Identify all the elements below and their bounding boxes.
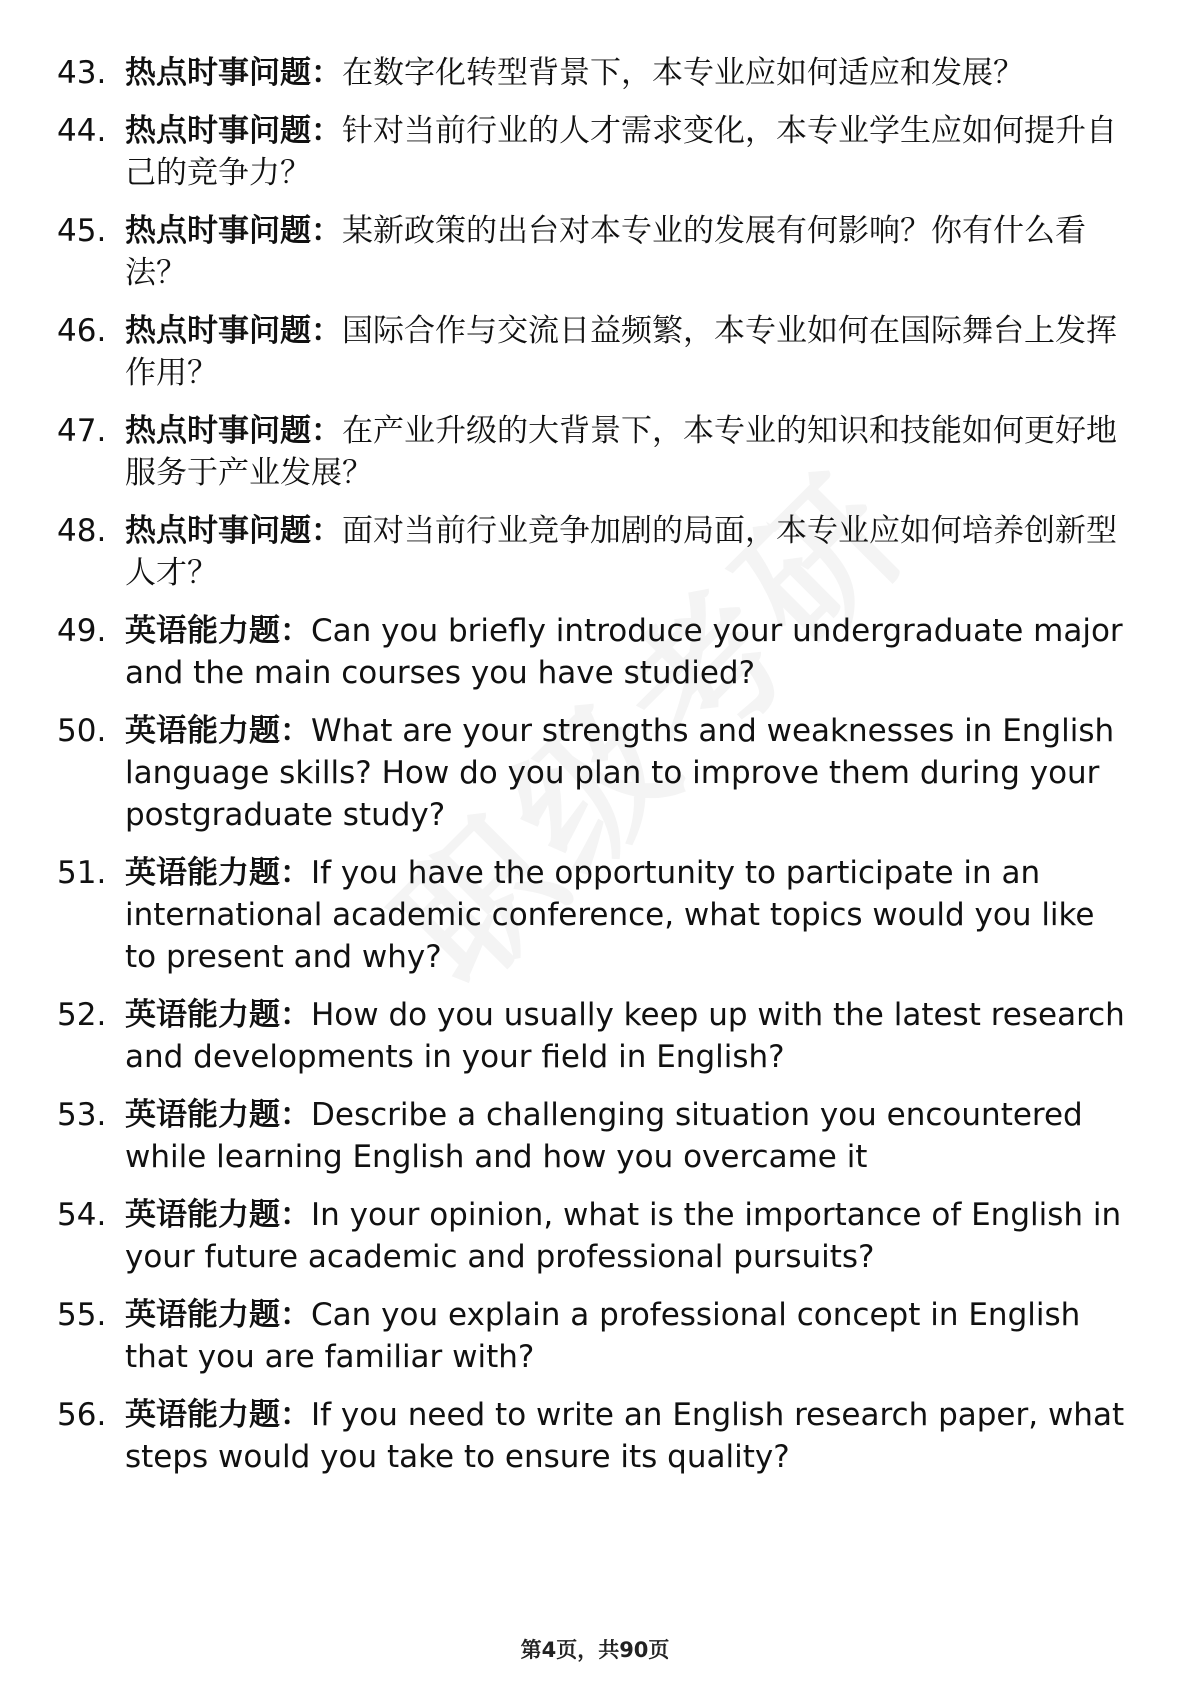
list-item xyxy=(57,1394,1127,1478)
question-category: 热点时事问题： xyxy=(125,213,342,249)
question-category: 英语能力题： xyxy=(125,1397,311,1433)
question-text: If you need to write an English research paper, what steps would you take to ensure its quality? xyxy=(125,1397,1125,1475)
question-number: 52. xyxy=(57,997,107,1033)
question-text: In your opinion, what is the importance of English in your future academic and professional pursuits? xyxy=(125,1197,1122,1275)
question-number: 47. xyxy=(57,413,107,449)
question-number: 53. xyxy=(57,1097,107,1133)
list-item xyxy=(57,852,1127,978)
question-number: 55. xyxy=(57,1297,107,1333)
question-category: 英语能力题： xyxy=(125,713,311,749)
list-item xyxy=(57,610,1127,694)
list-item xyxy=(57,410,1127,494)
question-number: 49. xyxy=(57,613,107,649)
question-category: 热点时事问题： xyxy=(125,55,342,91)
question-text: 在产业升级的大背景下，本专业的知识和技能如何更好地服务于产业发展？ xyxy=(125,413,1117,491)
list-item xyxy=(57,310,1127,394)
question-number: 45. xyxy=(57,213,107,249)
question-text: If you have the opportunity to participate in an international academic conference, what topics would you like to present and why? xyxy=(125,855,1095,975)
list-item xyxy=(57,994,1127,1078)
question-text: Can you explain a professional concept in English that you are familiar with? xyxy=(125,1297,1081,1375)
list-item xyxy=(57,1194,1127,1278)
list-item xyxy=(57,110,1127,194)
question-category: 英语能力题： xyxy=(125,997,311,1033)
question-text: 国际合作与交流日益频繁，本专业如何在国际舞台上发挥作用？ xyxy=(125,313,1117,391)
question-number: 54. xyxy=(57,1197,107,1233)
question-text: What are your strengths and weaknesses in English language skills? How do you plan to improve them during your postgraduate study? xyxy=(125,713,1115,833)
question-number: 43. xyxy=(57,55,107,91)
question-list xyxy=(57,52,1127,1494)
page-footer: 第4页，共90页 xyxy=(520,1638,670,1662)
question-number: 50. xyxy=(57,713,107,749)
question-category: 英语能力题： xyxy=(125,1297,311,1333)
question-category: 英语能力题： xyxy=(125,1097,311,1133)
question-text: 面对当前行业竞争加剧的局面，本专业应如何培养创新型人才？ xyxy=(125,513,1117,591)
question-category: 热点时事问题： xyxy=(125,313,342,349)
question-category: 热点时事问题： xyxy=(125,513,342,549)
question-category: 英语能力题： xyxy=(125,1197,311,1233)
question-text: 针对当前行业的人才需求变化，本专业学生应如何提升自己的竞争力？ xyxy=(125,113,1117,191)
question-text: How do you usually keep up with the latest research and developments in your field in English? xyxy=(125,997,1125,1075)
list-item xyxy=(57,210,1127,294)
list-item xyxy=(57,52,1127,94)
question-text: Can you briefly introduce your undergraduate major and the main courses you have studied? xyxy=(125,613,1123,691)
question-number: 48. xyxy=(57,513,107,549)
list-item xyxy=(57,1294,1127,1378)
question-category: 热点时事问题： xyxy=(125,413,342,449)
question-category: 英语能力题： xyxy=(125,613,311,649)
question-number: 44. xyxy=(57,113,107,149)
question-number: 51. xyxy=(57,855,107,891)
question-text: 在数字化转型背景下，本专业应如何适应和发展？ xyxy=(342,55,1024,91)
question-category: 英语能力题： xyxy=(125,855,311,891)
question-number: 56. xyxy=(57,1397,107,1433)
list-item xyxy=(57,710,1127,836)
question-text: 某新政策的出台对本专业的发展有何影响？你有什么看法？ xyxy=(125,213,1086,291)
list-item xyxy=(57,1094,1127,1178)
question-text: Describe a challenging situation you encountered while learning English and how you overcame it xyxy=(125,1097,1083,1175)
question-category: 热点时事问题： xyxy=(125,113,342,149)
question-number: 46. xyxy=(57,313,107,349)
list-item xyxy=(57,510,1127,594)
